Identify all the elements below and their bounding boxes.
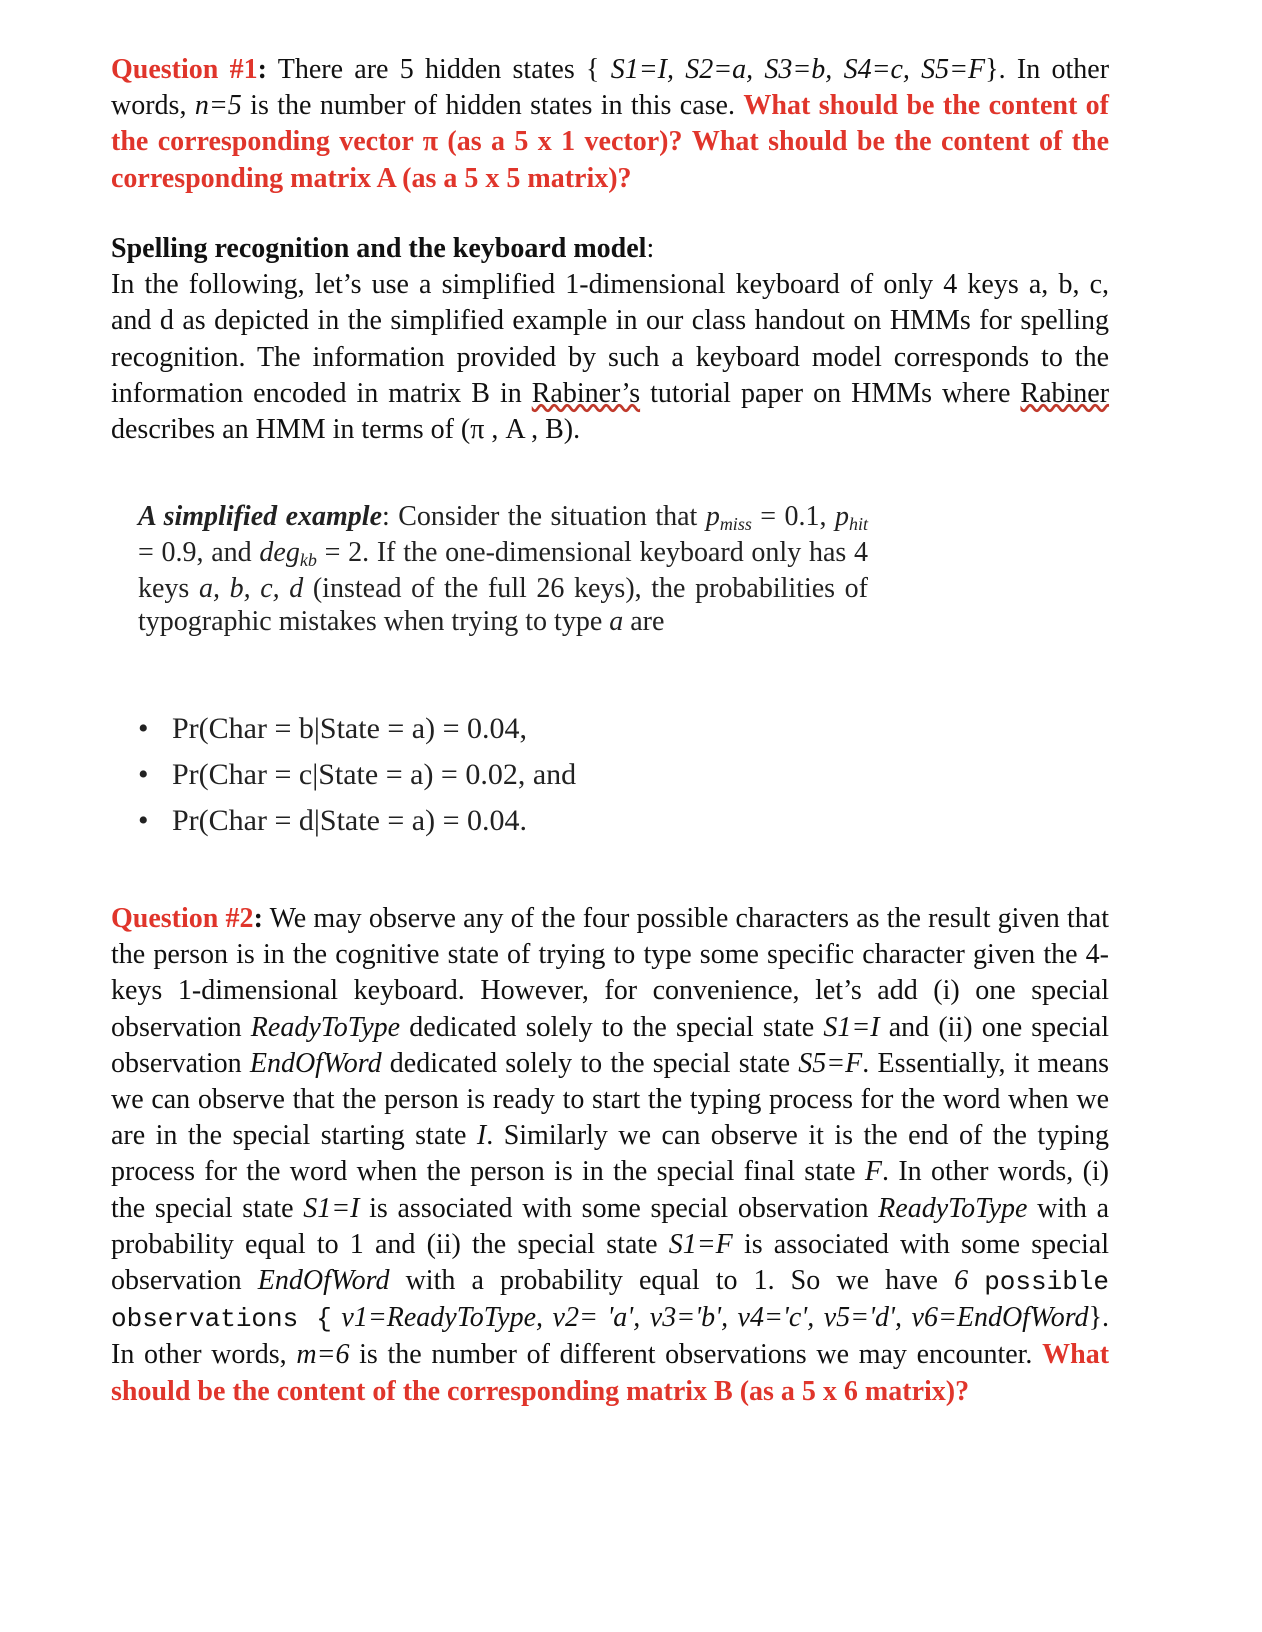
example-text-1: : Consider the situation that xyxy=(382,501,698,532)
example-keys: a, b, c, d xyxy=(198,573,304,604)
spelling-heading: Spelling recognition and the keyboard model xyxy=(111,233,647,264)
question-1-question: What should be the content of the corresponding vector π (as a 5 x 1 vector)? What should be the content of the corresponding matrix A (as a 5 x 5 matrix)? xyxy=(111,90,1109,194)
probability-item: • Pr(Char = b|State = a) = 0.04, xyxy=(138,706,576,752)
question-1-label: Question #1 xyxy=(111,54,258,85)
probability-item: • Pr(Char = c|State = a) = 0.02, and xyxy=(138,752,576,798)
example-title: A simplified example xyxy=(138,501,382,532)
spelling-text-1: In the following, let’s use a simplified 1-dimensional keyboard of only 4 keys a, b, c, and d as depicted in the simplified example in our class handout on HMMs for spelling recognition. The information provided by such a keyboard model corresponds to the information encoded in matrix B in xyxy=(111,269,1109,409)
question-1-states: S1=I, S2=a, S3=b, S4=c, S5=F xyxy=(610,54,986,85)
rabiner-word-1: Rabiner’s xyxy=(531,377,641,409)
probability-item: • Pr(Char = d|State = a) = 0.04. xyxy=(138,798,576,844)
probability-list xyxy=(138,706,576,844)
question-1-intro: There are 5 hidden states { xyxy=(277,54,600,85)
observation-set: v1=ReadyToType, v2= 'a', v3='b', v4='c', v5='d', v6=EndOfWord xyxy=(341,1302,1089,1334)
rabiner-word-2: Rabiner xyxy=(1020,377,1110,409)
spelling-text-2: tutorial paper on HMMs where xyxy=(650,377,1011,409)
question-2-paragraph: Question #2: We may observe any of the four possible characters as the result given that the person is in the cognitive state of trying to type some specific character given the 4-keys 1-dimensional keyboard. However, for convenience, let’s add (i) one special observation ReadyToType dedicated solely to the special state S1=I and (ii) one special observation EndOfWord dedicated solely to the special state S5=F. Essentially, it means we can observe that the person is ready to start the typing process for the word when we are in the special starting state I. Similarly we can observe it is the end of the typing process for the word when the person is in the special final state F. In other words, (i) the special state S1=I is associated with some special observation ReadyToType with a probability equal to 1 and (ii) the special state S1=F is associated with some special observation EndOfWord with a probability equal to 1. So we have 6 possible observations { v1=ReadyToType, v2= 'a', v3='b', v4='c', v5='d', v6=EndOfWord}. In other words, m=6 is the number of different observations we may encounter. What should be the content of the corresponding matrix B (as a 5 x 6 matrix)? xyxy=(111,903,1110,1407)
question-1-close: }. In other words, xyxy=(111,54,1110,122)
question-1-rest: is the number of hidden states in this case. xyxy=(250,90,735,122)
question-1-n: n=5 xyxy=(194,90,242,122)
spelling-text-3: describes an HMM in terms of (π , A , B). xyxy=(111,414,581,446)
question-2-label: Question #2 xyxy=(111,903,254,934)
question-2-question: What should be the content of the corresponding matrix B (as a 5 x 6 matrix)? xyxy=(111,1339,1110,1407)
spelling-paragraph: Spelling recognition and the keyboard model: In the following, let’s use a simplified 1-dimensional keyboard of only 4 keys a, b, c, and d as depicted in the simplified example in our class handout on HMMs for spelling recognition. The information provided by such a keyboard model corresponds to the information encoded in matrix B in Rabiner’s tutorial paper on HMMs where Rabiner describes an HMM in terms of (π , A , B). xyxy=(111,233,1110,446)
question-1-paragraph: Question #1: There are 5 hidden states { S1=I, S2=a, S3=b, S4=c, S5=F}. In other words, n=5 is the number of hidden states in this case. What should be the content of the corresponding vector π (as a 5 x 1 vector)? What should be the content of the corresponding matrix A (as a 5 x 5 matrix)? xyxy=(111,54,1110,194)
simplified-example: A simplified example: Consider the situation that pmiss = 0.1, phit = 0.9, and degkb = 2. If the one-dimensional keyboard only has 4 keys a, b, c, d (instead of the full 26 keys), the probabilities of typographic mistakes when trying to type a are xyxy=(138,501,869,637)
